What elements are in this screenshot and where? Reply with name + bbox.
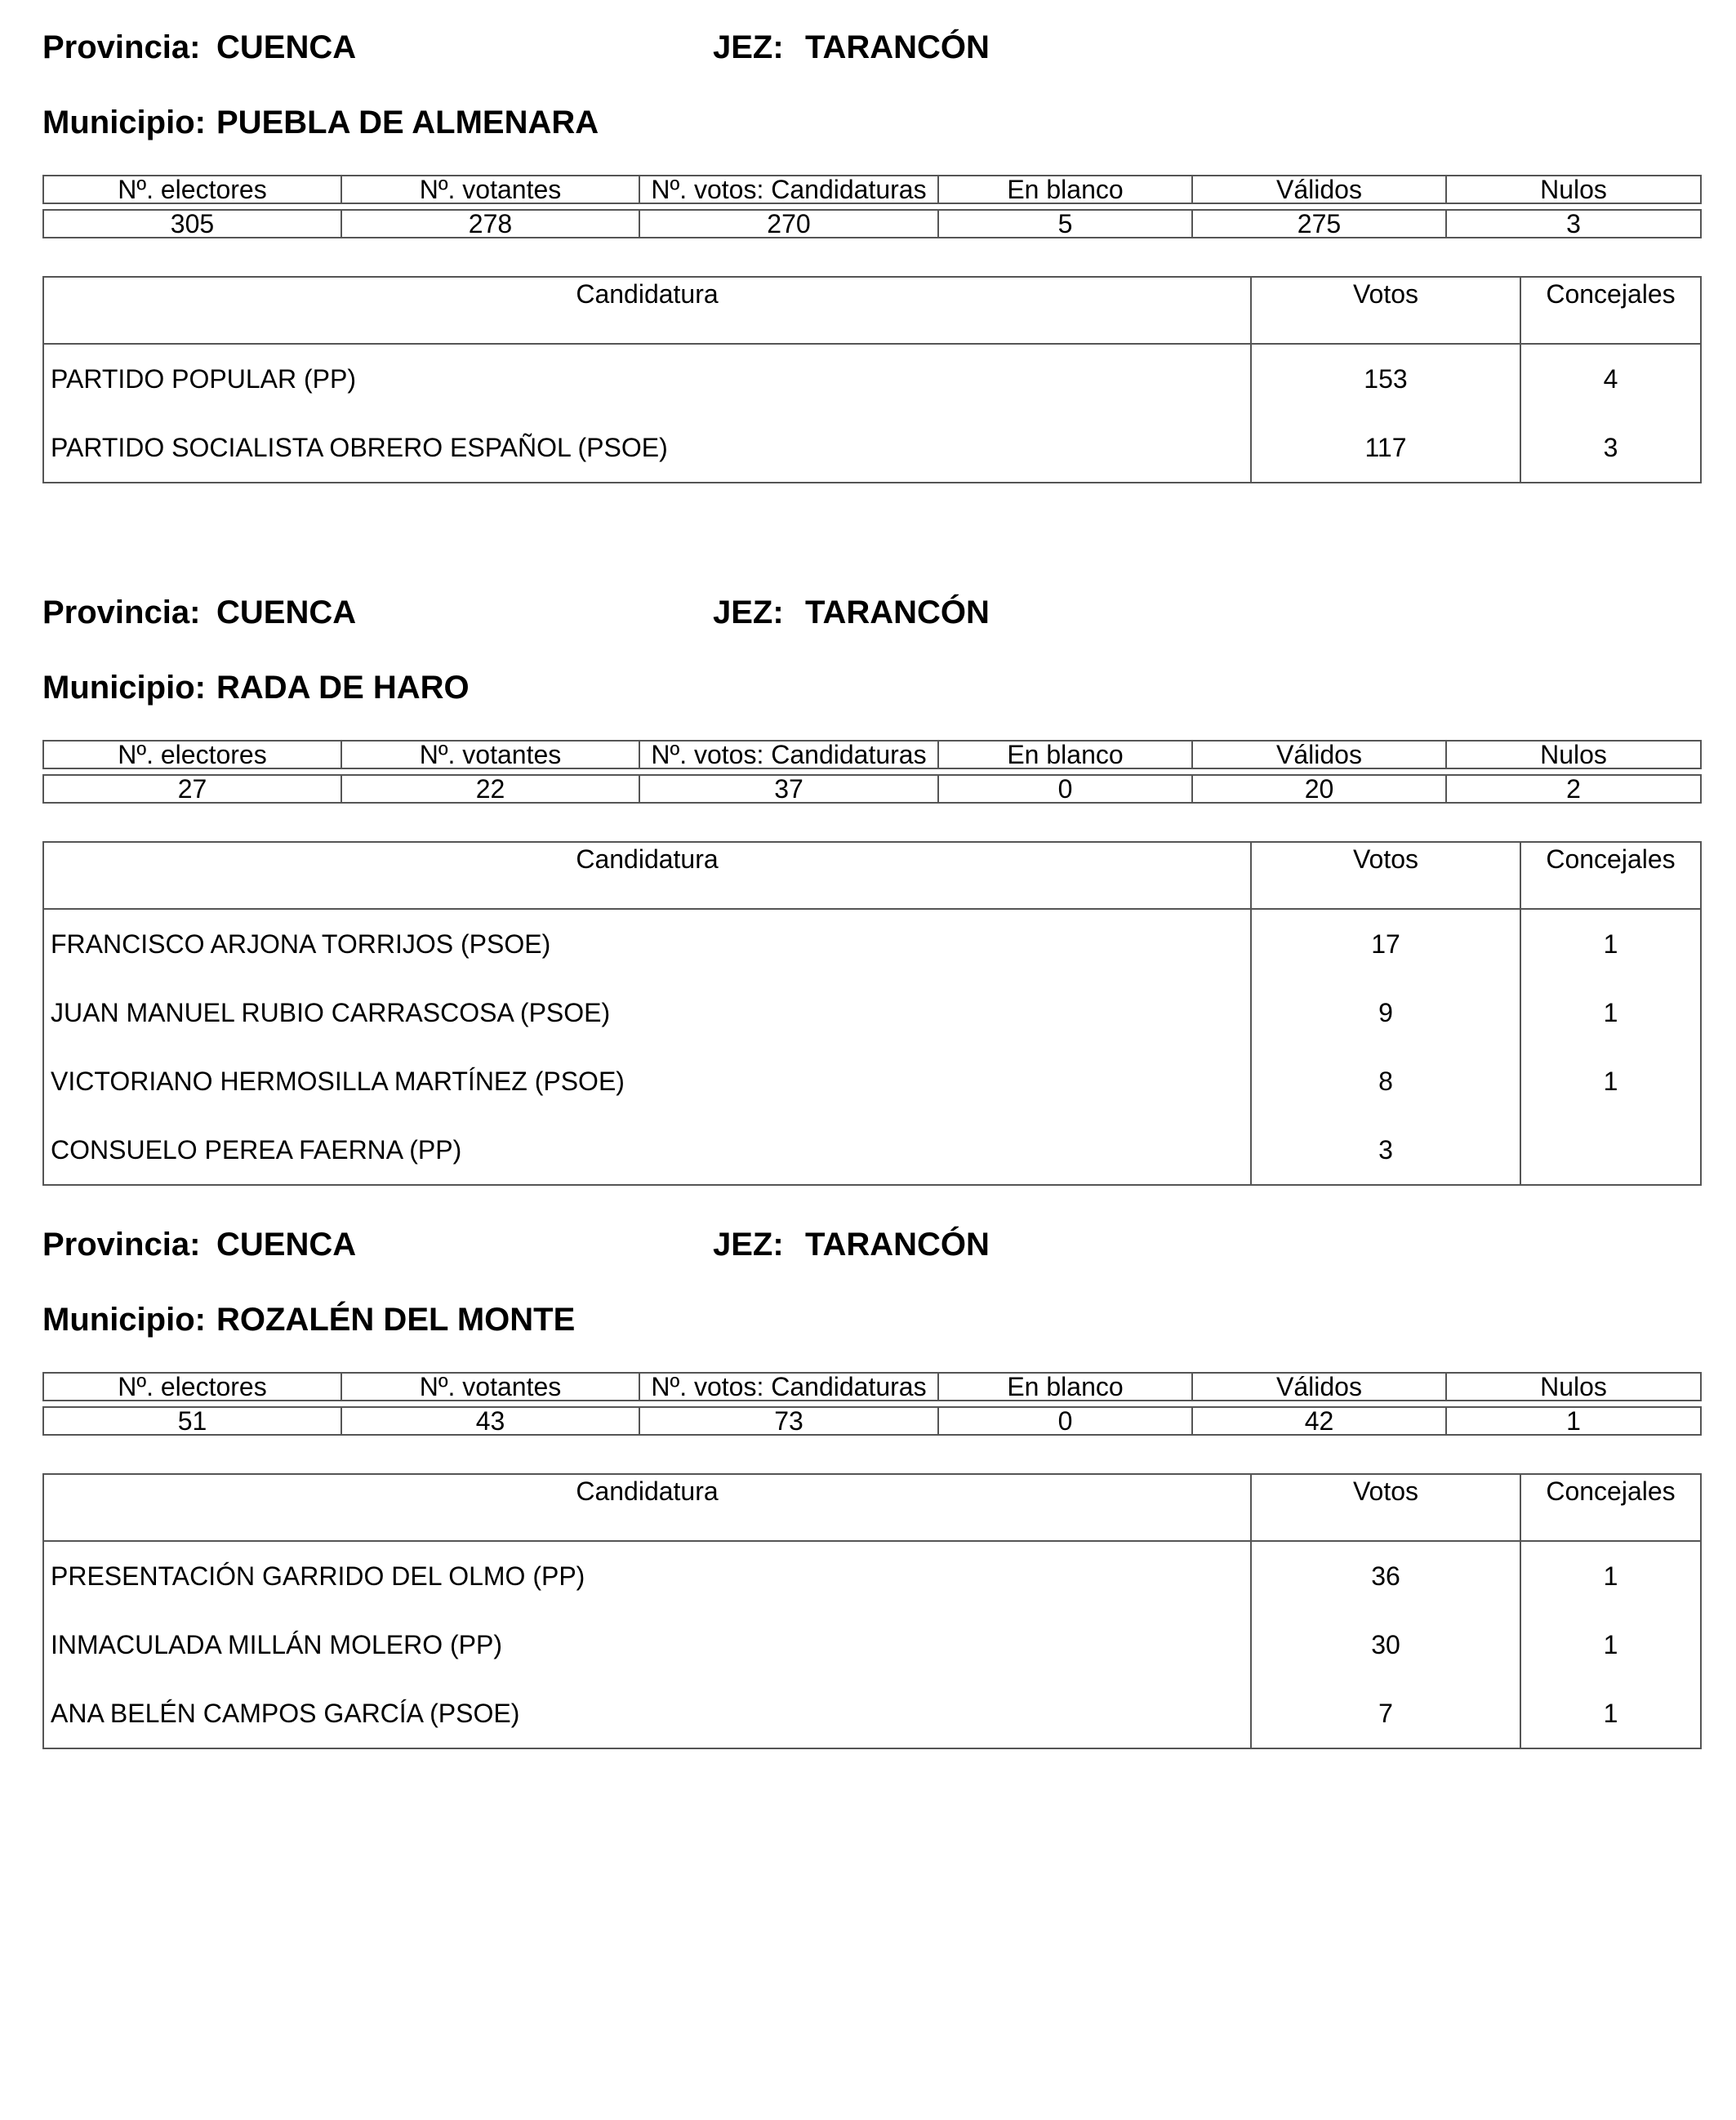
candidate-row bbox=[43, 909, 1701, 978]
candidate-votos: 8 bbox=[1251, 1047, 1520, 1116]
header-nulos: Nulos bbox=[1446, 176, 1701, 203]
value-validos: 275 bbox=[1192, 210, 1446, 238]
summary-gap bbox=[43, 768, 1701, 775]
header-concejales: Concejales bbox=[1520, 1474, 1701, 1541]
value-en-blanco: 0 bbox=[938, 1407, 1192, 1435]
header-votos: Votos bbox=[1251, 277, 1520, 344]
jez-label: JEZ: bbox=[713, 1227, 784, 1263]
value-votantes: 278 bbox=[341, 210, 639, 238]
jez-value: TARANCÓN bbox=[805, 595, 990, 630]
summary-header-row bbox=[43, 176, 1701, 203]
candidate-name: INMACULADA MILLÁN MOLERO (PP) bbox=[43, 1610, 1251, 1679]
municipio-line bbox=[42, 665, 1700, 710]
municipio-label: Municipio: bbox=[42, 1302, 206, 1338]
jez-value: TARANCÓN bbox=[805, 1227, 990, 1263]
header-electores: Nº. electores bbox=[43, 741, 341, 768]
municipio-label: Municipio: bbox=[42, 105, 206, 140]
value-electores: 305 bbox=[43, 210, 341, 238]
header-candidatura: Candidatura bbox=[43, 277, 1251, 344]
candidate-votos: 3 bbox=[1251, 1116, 1520, 1185]
provincia-value: CUENCA bbox=[216, 1227, 357, 1263]
candidate-row bbox=[43, 413, 1701, 483]
provincia-label: Provincia: bbox=[42, 29, 201, 65]
summary-table bbox=[42, 740, 1702, 804]
candidate-row bbox=[43, 344, 1701, 413]
candidate-name: PARTIDO SOCIALISTA OBRERO ESPAÑOL (PSOE) bbox=[43, 413, 1251, 483]
municipio-value: ROZALÉN DEL MONTE bbox=[216, 1302, 576, 1338]
candidate-concejales: 1 bbox=[1520, 1047, 1701, 1116]
municipio-line bbox=[42, 1297, 1700, 1343]
header-candidatura: Candidatura bbox=[43, 842, 1251, 909]
value-validos: 20 bbox=[1192, 775, 1446, 803]
value-votos-candidaturas: 37 bbox=[639, 775, 938, 803]
candidate-votos: 30 bbox=[1251, 1610, 1520, 1679]
candidate-name: ANA BELÉN CAMPOS GARCÍA (PSOE) bbox=[43, 1679, 1251, 1748]
candidate-name: CONSUELO PEREA FAERNA (PP) bbox=[43, 1116, 1251, 1185]
municipality-section bbox=[42, 1222, 1700, 1749]
candidate-concejales: 4 bbox=[1520, 344, 1701, 413]
candidate-concejales: 1 bbox=[1520, 1610, 1701, 1679]
candidate-concejales bbox=[1520, 1116, 1701, 1185]
summary-value-row bbox=[43, 1407, 1701, 1435]
header-votantes: Nº. votantes bbox=[341, 176, 639, 203]
provincia-value: CUENCA bbox=[216, 29, 357, 65]
municipio-line bbox=[42, 100, 1700, 145]
candidate-votos: 117 bbox=[1251, 413, 1520, 483]
candidate-name: VICTORIANO HERMOSILLA MARTÍNEZ (PSOE) bbox=[43, 1047, 1251, 1116]
summary-table bbox=[42, 1372, 1702, 1436]
section-header bbox=[42, 1222, 1700, 1267]
jez-label: JEZ: bbox=[713, 29, 784, 65]
value-en-blanco: 5 bbox=[938, 210, 1192, 238]
provincia-value: CUENCA bbox=[216, 595, 357, 630]
summary-header-row bbox=[43, 741, 1701, 768]
header-votos: Votos bbox=[1251, 842, 1520, 909]
value-nulos: 2 bbox=[1446, 775, 1701, 803]
candidate-row bbox=[43, 1679, 1701, 1748]
header-nulos: Nulos bbox=[1446, 741, 1701, 768]
header-en-blanco: En blanco bbox=[938, 1373, 1192, 1401]
value-nulos: 3 bbox=[1446, 210, 1701, 238]
header-validos: Válidos bbox=[1192, 741, 1446, 768]
header-electores: Nº. electores bbox=[43, 1373, 341, 1401]
header-votos: Votos bbox=[1251, 1474, 1520, 1541]
summary-gap bbox=[43, 1401, 1701, 1407]
value-votantes: 22 bbox=[341, 775, 639, 803]
candidate-concejales: 1 bbox=[1520, 909, 1701, 978]
provincia-label: Provincia: bbox=[42, 1227, 201, 1263]
candidates-table bbox=[42, 1473, 1702, 1749]
value-electores: 51 bbox=[43, 1407, 341, 1435]
candidate-row bbox=[43, 1047, 1701, 1116]
candidate-votos: 36 bbox=[1251, 1541, 1520, 1610]
header-validos: Válidos bbox=[1192, 176, 1446, 203]
value-votos-candidaturas: 73 bbox=[639, 1407, 938, 1435]
candidates-table bbox=[42, 841, 1702, 1186]
candidate-name: FRANCISCO ARJONA TORRIJOS (PSOE) bbox=[43, 909, 1251, 978]
header-votantes: Nº. votantes bbox=[341, 741, 639, 768]
municipality-section bbox=[42, 590, 1700, 1186]
value-nulos: 1 bbox=[1446, 1407, 1701, 1435]
candidate-concejales: 1 bbox=[1520, 1541, 1701, 1610]
header-votos-candidaturas: Nº. votos: Candidaturas bbox=[639, 741, 938, 768]
jez-label: JEZ: bbox=[713, 595, 784, 630]
header-nulos: Nulos bbox=[1446, 1373, 1701, 1401]
header-votos-candidaturas: Nº. votos: Candidaturas bbox=[639, 1373, 938, 1401]
municipio-value: RADA DE HARO bbox=[216, 670, 470, 706]
header-votantes: Nº. votantes bbox=[341, 1373, 639, 1401]
candidate-concejales: 1 bbox=[1520, 1679, 1701, 1748]
header-concejales: Concejales bbox=[1520, 277, 1701, 344]
municipio-label: Municipio: bbox=[42, 670, 206, 706]
summary-table bbox=[42, 175, 1702, 238]
section-header bbox=[42, 24, 1700, 70]
header-validos: Válidos bbox=[1192, 1373, 1446, 1401]
municipio-value: PUEBLA DE ALMENARA bbox=[216, 105, 599, 140]
candidate-concejales: 3 bbox=[1520, 413, 1701, 483]
candidate-row bbox=[43, 1116, 1701, 1185]
candidate-votos: 7 bbox=[1251, 1679, 1520, 1748]
header-concejales: Concejales bbox=[1520, 842, 1701, 909]
jez-value: TARANCÓN bbox=[805, 29, 990, 65]
candidate-row bbox=[43, 1610, 1701, 1679]
candidate-votos: 9 bbox=[1251, 978, 1520, 1047]
candidate-name: JUAN MANUEL RUBIO CARRASCOSA (PSOE) bbox=[43, 978, 1251, 1047]
value-electores: 27 bbox=[43, 775, 341, 803]
candidates-table bbox=[42, 276, 1702, 483]
header-candidatura: Candidatura bbox=[43, 1474, 1251, 1541]
value-votos-candidaturas: 270 bbox=[639, 210, 938, 238]
candidate-votos: 17 bbox=[1251, 909, 1520, 978]
header-en-blanco: En blanco bbox=[938, 176, 1192, 203]
candidates-header-row bbox=[43, 277, 1701, 344]
value-en-blanco: 0 bbox=[938, 775, 1192, 803]
candidate-concejales: 1 bbox=[1520, 978, 1701, 1047]
value-votantes: 43 bbox=[341, 1407, 639, 1435]
summary-gap bbox=[43, 203, 1701, 210]
value-validos: 42 bbox=[1192, 1407, 1446, 1435]
header-votos-candidaturas: Nº. votos: Candidaturas bbox=[639, 176, 938, 203]
candidate-row bbox=[43, 1541, 1701, 1610]
provincia-label: Provincia: bbox=[42, 595, 201, 630]
summary-value-row bbox=[43, 775, 1701, 803]
municipality-section bbox=[42, 24, 1700, 483]
candidates-header-row bbox=[43, 842, 1701, 909]
candidate-name: PARTIDO POPULAR (PP) bbox=[43, 344, 1251, 413]
header-en-blanco: En blanco bbox=[938, 741, 1192, 768]
header-electores: Nº. electores bbox=[43, 176, 341, 203]
summary-header-row bbox=[43, 1373, 1701, 1401]
summary-value-row bbox=[43, 210, 1701, 238]
candidate-votos: 153 bbox=[1251, 344, 1520, 413]
candidates-header-row bbox=[43, 1474, 1701, 1541]
section-header bbox=[42, 590, 1700, 635]
candidate-name: PRESENTACIÓN GARRIDO DEL OLMO (PP) bbox=[43, 1541, 1251, 1610]
candidate-row bbox=[43, 978, 1701, 1047]
